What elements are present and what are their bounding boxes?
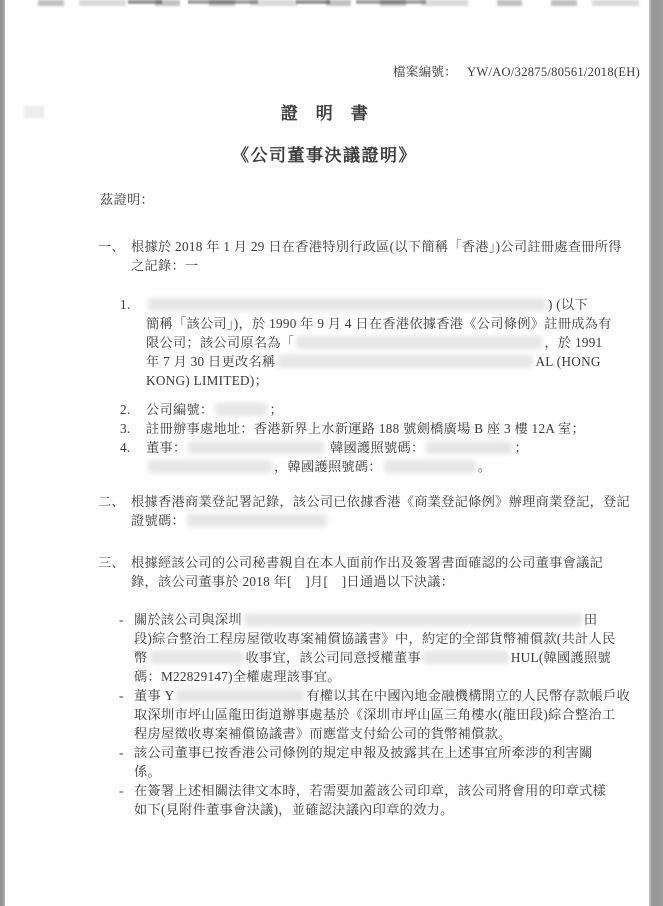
text-segment: KONG) LIMITED)；: [146, 373, 269, 388]
text-line: [131, 237, 663, 256]
text-segment: 程房屋徵收專案補償協議書》而應當支付給公司的貨幣補償款。: [134, 726, 512, 741]
text-block: [0, 743, 663, 781]
file-number-label: 檔案編號：: [393, 65, 458, 79]
text-block: [0, 610, 663, 686]
text-block: [0, 190, 663, 209]
block-marker: 二、: [98, 494, 125, 509]
text-line: [131, 256, 663, 275]
redaction-blur: [384, 460, 476, 473]
scan-artifact-top-smudge-dark: [128, 0, 458, 4]
scan-artifact-speck: [24, 106, 44, 118]
redaction-blur: [426, 441, 512, 454]
redaction-blur: [296, 336, 542, 349]
text-segment: 如下(見附件董事會決議)，並確認決議內印章的效力。: [134, 802, 454, 817]
text-line: [134, 762, 663, 781]
text-segment: 公司編號：: [146, 402, 214, 417]
text-segment: HUL(韓國護照號: [510, 650, 611, 665]
block-marker: -: [119, 612, 124, 627]
text-line: [134, 648, 663, 667]
text-line: [100, 190, 663, 209]
text-line: [146, 314, 663, 333]
text-segment: 簡稱「該公司」)，於 1990 年 9 月 4 日在香港依據香港《公司條例》註冊成為有: [146, 316, 612, 331]
text-segment: 錄，該公司董事於 2018 年[ ]月[ ]日通過以下決議：: [131, 574, 455, 589]
text-line: [131, 553, 663, 572]
scan-edge-left-strip: [0, 0, 5, 906]
text-line: [146, 419, 663, 438]
text-line: [131, 511, 663, 530]
text-segment: 係。: [134, 764, 161, 779]
text-block: [0, 400, 663, 419]
text-segment: ) (以下: [548, 297, 588, 312]
text-line: [131, 492, 663, 511]
file-number-value: YW/AO/32875/80561/2018(EH): [467, 65, 641, 79]
text-block: [0, 686, 663, 743]
text-line: [134, 629, 663, 648]
redaction-blur: [244, 613, 582, 626]
text-line: [134, 686, 663, 705]
redaction-blur: [148, 298, 546, 311]
text-segment: 年 7 月 30 日更改名稱: [146, 354, 276, 369]
text-segment: 幣: [134, 650, 148, 665]
text-line: [146, 333, 663, 352]
text-segment: 韓國護照號碼：: [326, 440, 425, 455]
text-segment: 董事 Y: [134, 688, 175, 703]
text-line: [134, 724, 663, 743]
scan-edge-right-strip: [649, 0, 663, 906]
text-segment: 田: [583, 612, 598, 627]
text-block: [0, 553, 663, 591]
text-segment: 根據於 2018 年 1 月 29 日在香港特別行政區(以下簡稱「香港」)公司註冊處查冊所得: [131, 239, 622, 254]
block-marker: 一、: [98, 239, 125, 254]
text-segment: 該公司董事已按香港公司條例的規定申報及披露其在上述事宜所牽涉的利害關: [134, 745, 593, 760]
block-marker: -: [119, 688, 124, 703]
text-segment: 董事：: [146, 440, 187, 455]
redaction-blur: [148, 460, 272, 473]
text-line: [146, 295, 663, 314]
text-segment: 收事宜，該公司同意授權董事: [245, 650, 421, 665]
text-segment: 取深圳市坪山區龍田街道辦事處基於《深圳市坪山區三角樓水(龍田段)綜合整治工: [134, 707, 616, 722]
text-line: [134, 781, 663, 800]
text-block: [0, 295, 663, 390]
text-line: [146, 352, 663, 371]
text-segment: 證號碼：: [131, 513, 185, 528]
text-block: [0, 237, 663, 275]
redaction-blur: [423, 651, 509, 664]
text-line: [146, 457, 663, 476]
block-marker: -: [119, 783, 124, 798]
redaction-blur: [187, 514, 327, 527]
text-line: [131, 572, 663, 591]
block-marker: 1.: [120, 297, 131, 312]
text-line: [146, 400, 663, 419]
text-block: [0, 438, 663, 476]
text-line: [134, 800, 663, 819]
text-segment: 之記錄：一: [131, 258, 199, 273]
text-segment: 在簽署上述相關法律文本時，若需要加蓋該公司印章，該公司將會用的印章式樣: [134, 783, 607, 798]
text-line: [134, 667, 663, 686]
redaction-blur: [150, 651, 244, 664]
document-title: 證 明 書: [280, 104, 369, 123]
text-segment: 茲證明：: [100, 192, 154, 207]
text-line: [134, 705, 663, 724]
text-segment: 關於該公司與深圳: [134, 612, 242, 627]
block-marker: -: [119, 745, 124, 760]
text-segment: 限公司；該公司原名為「: [146, 335, 295, 350]
text-segment: 註冊辦事處地址：香港新界上水新運路 188 號劍橋廣場 B 座 3 樓 12A 室；: [146, 421, 586, 436]
text-segment: ；: [514, 440, 528, 455]
text-segment: 。: [477, 459, 492, 474]
text-block: [0, 781, 663, 819]
text-segment: ；: [269, 402, 283, 417]
text-line: [134, 610, 663, 629]
text-segment: 根據香港商業登記署記錄，該公司已依據香港《商業登記條例》辦理商業登記，登記: [131, 494, 631, 509]
text-line: [146, 438, 663, 457]
text-segment: AL (HONG: [535, 354, 601, 369]
block-marker: 2.: [120, 402, 131, 417]
redaction-blur: [176, 689, 304, 702]
redaction-blur: [188, 441, 324, 454]
document-subtitle: 《公司董事決議證明》: [232, 146, 417, 165]
text-line: [134, 743, 663, 762]
text-segment: 段)綜合整治工程房屋徵收專案補償協議書》中，約定的全部貨幣補償款(共計人民: [134, 631, 616, 646]
block-marker: 4.: [120, 440, 131, 455]
text-segment: 碼：M22829147)全權處理該事宜。: [134, 669, 341, 684]
text-block: [0, 492, 663, 530]
text-block: [0, 419, 663, 438]
block-marker: 3.: [120, 421, 131, 436]
text-line: [146, 371, 663, 390]
text-segment: ，韓國護照號碼：: [274, 459, 382, 474]
redaction-blur: [277, 355, 533, 368]
redaction-blur: [215, 403, 267, 416]
text-segment: 有權以其在中國內地金融機構開立的人民幣存款帳戶收: [306, 688, 631, 703]
block-marker: 三、: [98, 555, 125, 570]
text-segment: 根據經該公司的公司秘書親自在本人面前作出及簽署書面確認的公司董事會議記: [131, 555, 604, 570]
text-segment: ，於 1991: [544, 335, 603, 350]
